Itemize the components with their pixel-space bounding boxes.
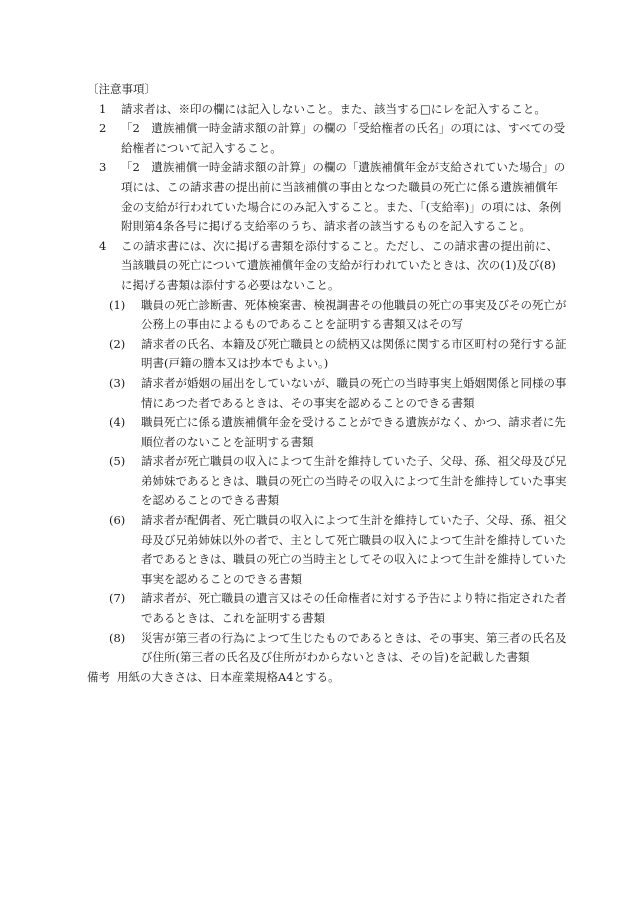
attachment-item-4 — [87, 413, 567, 452]
note-text: この請求書には、次に掲げる書類を添付すること。ただし、この請求書の提出前に、当該職員の死亡について遺族補償年金の支給が行われていたときは、次の(1)及び(8)に掲げる書類は添付する必要はないこと。 — [121, 238, 558, 292]
attachment-text: 災害が第三者の行為によつて生じたものであるときは、その事実、第三者の氏名及び住所(第三者の氏名及び住所がわからないときは、その旨)を記載した書類 — [141, 630, 567, 665]
note-item-3 — [87, 158, 567, 236]
note-item-2 — [87, 119, 567, 158]
attachment-number: (2) — [109, 336, 126, 351]
attachment-item-6 — [87, 511, 567, 589]
remark-text: 用紙の大きさは、日本産業規格A4とする。 — [117, 669, 340, 684]
note-text: 請求者は、※印の欄には記入しないこと。また、該当する□にレを記入すること。 — [121, 101, 546, 116]
remark-row — [87, 668, 567, 688]
attachment-text: 請求者が死亡職員の収入によつて生計を維持していた子、父母、孫、祖父母及び兄弟姉妹であるときは、職員の死亡の当時その収入によつて生計を維持していた事実を認めることのできる書類 — [141, 454, 567, 508]
attachment-number: (7) — [109, 591, 126, 606]
attachment-item-3 — [87, 374, 567, 413]
attachment-text: 職員の死亡診断書、死体検案書、検視調書その他職員の死亡の事実及びその死亡が公務上の事由によるものであることを証明する書類又はその写 — [141, 297, 567, 332]
remark-label: 備考 — [87, 669, 110, 684]
note-number: 4 — [99, 238, 107, 253]
note-number: 3 — [99, 160, 107, 175]
notes-heading: 〔注意事項〕 — [87, 82, 156, 96]
attachment-text: 請求者が配偶者、死亡職員の収入によつて生計を維持していた子、父母、孫、祖父母及び兄弟姉妹以外の者で、主として死亡職員の収入によつて生計を維持していた者であるときは、職員の死亡の当時主としてその収入によつて生計を維持していた事実を認めることのできる書類 — [141, 513, 567, 586]
attachment-item-7 — [87, 589, 567, 628]
attachment-number: (6) — [109, 513, 126, 528]
notes-section — [87, 80, 567, 687]
note-text: 「2 遺族補償一時金請求額の計算」の欄の「遺族補償年金が支給されていた場合」の項には、この請求書の提出前に当該補償の事由となつた職員の死亡に係る遺族補償年金の支給が行われていた場合にのみ記入すること。また、「(支給率)」の項には、条例附則第4条各号に掲げる支給率のうち、請求者の該当するものを記入すること。 — [121, 160, 566, 234]
attachment-number: (4) — [109, 415, 126, 430]
attachment-text: 請求者が婚姻の届出をしていないが、職員の死亡の当時事実上婚姻関係と同様の事情にあつた者であるときは、その事実を認めることのできる書類 — [141, 375, 567, 410]
attachment-text: 職員死亡に係る遺族補償年金を受けることができる遺族がなく、かつ、請求者に先順位者のないことを証明する書類 — [141, 415, 566, 449]
attachment-number: (3) — [109, 375, 126, 390]
attachment-item-1 — [87, 296, 567, 335]
note-text: 「2 遺族補償一時金請求額の計算」の欄の「受給権者の氏名」の項には、すべての受給権者について記入すること。 — [121, 121, 566, 155]
attachment-item-8 — [87, 629, 567, 668]
note-item-1 — [87, 100, 567, 120]
attachment-number: (5) — [109, 454, 126, 469]
attachment-text: 請求者の氏名、本籍及び死亡職員との続柄又は関係に関する市区町村の発行する証明書(戸籍の謄本又は抄本でもよい。) — [141, 336, 567, 371]
attachment-number: (8) — [109, 630, 126, 645]
attachment-text: 請求者が、死亡職員の遺言又はその任命権者に対する予告により特に指定された者であるときは、これを証明する書類 — [141, 591, 567, 626]
attachment-number: (1) — [109, 297, 126, 312]
note-number: 2 — [99, 121, 107, 136]
note-number: 1 — [99, 101, 107, 116]
attachment-item-2 — [87, 335, 567, 374]
note-item-4 — [87, 237, 567, 296]
attachment-item-5 — [87, 452, 567, 511]
